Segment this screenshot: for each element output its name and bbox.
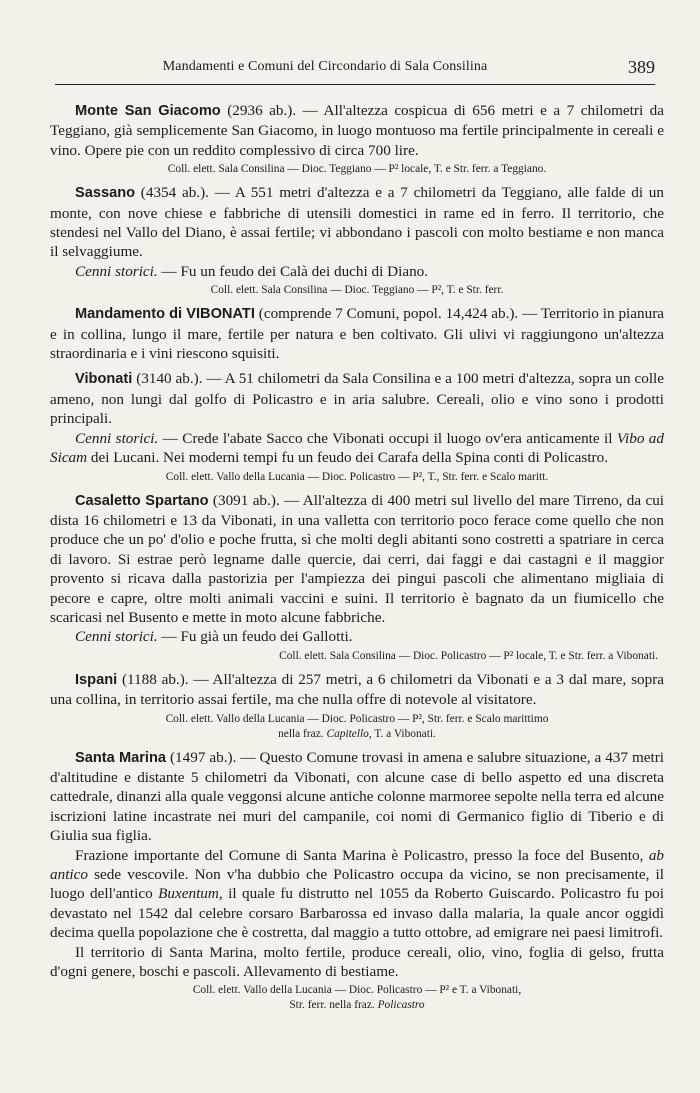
entry-paragraph	[50, 670, 664, 710]
para-emphasis: ab antico	[50, 846, 664, 883]
history-text-cont: dei Lucani. Nei moderni tempi fu un feudo dei Carafa della Spina conti di Policastro.	[87, 449, 608, 467]
history-emphasis: Vibo ad Sicam	[50, 429, 664, 467]
entry-note: Coll. elett. Sala Consilina — Dioc. Teggiano — P², T. e Str. ferr.	[210, 284, 504, 297]
entry-casaletto-spartano	[50, 491, 664, 664]
history-label: Cenni storici.	[75, 262, 158, 280]
entry-ispani	[50, 670, 664, 742]
entry-note: Coll. elett. Sala Consilina — Dioc. Policastro — P² locale, T. e Str. ferr. a Vibonati.	[279, 649, 658, 662]
history-label: Cenni storici.	[75, 429, 159, 447]
policastro-paragraph	[50, 846, 664, 943]
history-text: — Fu già un feudo dei Gallotti.	[157, 628, 353, 646]
page-header	[55, 57, 655, 81]
entry-note	[50, 712, 664, 742]
section-title: Mandamento di VIBONATI	[75, 306, 255, 323]
entry-text: (3140 ab.). — A 51 chilometri da Sala Consilina e a 100 metri d'altezza, sopra un colle ameno, non lungi dal golfo di Policastro e in aria salubre. Cereali, olio e vino sono i prodotti principali.	[50, 370, 664, 428]
note-emphasis: Capitello	[326, 727, 369, 740]
page-body	[50, 101, 664, 1019]
entry-paragraph	[50, 183, 664, 262]
entry-sassano	[50, 183, 664, 298]
entry-santa-marina	[50, 748, 664, 1014]
entry-text: (2936 ab.). — All'altezza cospicua di 656 metri e a 7 chilometri da Teggiano, già semplicemente San Giacomo, in luogo montuoso ma fertile principalmente in cereali e vino. Opere pie con un reddito complessivo di circa 700 lire.	[50, 102, 665, 159]
entry-vibonati	[50, 369, 664, 484]
entry-text: (3091 ab.). — All'altezza di 400 metri sul livello del mare Tirreno, da cui dista 16 chilometri e 13 da Vibonati, in una valletta con territorio poco ferace come quello che non produce che un po' d'olio e poche frutta, sì che molti degli abitanti sono costretti a spatriare in cerca di lavoro. Si estrae però legname dalle quercie, dai cerri, dai faggi e dai castagni e il maggior provento si ricava dalla pastorizia per l'ampiezza dei pingui pascoli che alimentano migliaia di pecore e capre, oltre molti animali vaccini e suini. Il territorio è bagnato da un fiumicello che scaricasi nel Busento e mette in moto alcune fabbriche.	[50, 491, 665, 626]
history-label: Cenni storici.	[75, 628, 158, 646]
running-title: Mandamenti e Comuni del Circondario di Sala Consilina	[162, 59, 488, 74]
entry-note	[50, 983, 664, 1013]
entry-title: Vibonati	[75, 371, 133, 388]
entry-paragraph	[50, 304, 664, 363]
entry-title: Sassano	[75, 185, 136, 202]
entry-paragraph	[50, 748, 664, 846]
entry-text: (comprende 7 Comuni, popol. 14,424 ab.). — Territorio in pianura e in collina, lungo il mare, fertile per natura e ben coltivato. Gli ulivi vi raggiungono un'altezza straordinaria e i vini riescono squisiti.	[50, 305, 664, 363]
entry-title: Casaletto Spartano	[75, 492, 209, 509]
para-emphasis-2: Buxentum	[158, 885, 219, 903]
entry-title: Monte San Giacomo	[75, 103, 221, 119]
entry-paragraph	[50, 101, 664, 160]
para-text: Frazione importante del Comune di Santa Marina è Policastro, presso la foce del Busento,	[75, 846, 649, 864]
entry-text: (4354 ab.). — A 551 metri d'altezza e a 7 chilometri da Teggiano, alle falde di un monte, con nove chiese e fabbriche di utensili domestici in rame ed in ferro. Il territorio, che stendesi nel Vallo del Diano, è assai fertile; vi abbondano i pascoli con molto bestiame e non manca il selvaggiume.	[50, 184, 664, 261]
note-line-1: Coll. elett. Vallo della Lucania — Dioc. Policastro — P² e T. a Vibonati,	[192, 984, 522, 997]
history-paragraph	[50, 262, 664, 281]
entry-paragraph	[50, 491, 664, 628]
page-number: 389	[628, 57, 655, 77]
entry-text: (1188 ab.). — All'altezza di 257 metri, a 6 chilometri da Vibonati e a 3 dal mare, sopra una collina, in territorio assai fertile, ma che nulla offre di notevole al visitatore.	[50, 670, 664, 709]
note-line-2-pre: nella fraz.	[278, 727, 327, 740]
entry-monte-san-giacomo	[50, 101, 664, 177]
header-rule	[55, 84, 655, 85]
territory-paragraph: Il territorio di Santa Marina, molto fertile, produce cereali, olio, vino, foglia di gelso, frutta d'ogni genere, boschi e pascoli. Allevamento di bestiame.	[50, 943, 664, 981]
history-text: — Crede l'abate Sacco che Vibonati occupi il luogo ov'era anticamente il	[158, 429, 617, 447]
entry-paragraph	[50, 369, 664, 428]
entry-note: Coll. elett. Vallo della Lucania — Dioc. Policastro — P², T., Str. ferr. e Scalo maritt.	[165, 470, 549, 483]
history-paragraph	[50, 627, 664, 646]
note-line-2-pre: Str. ferr. nella fraz.	[289, 999, 378, 1012]
entry-title: Ispani	[75, 671, 118, 688]
para-text-end: , il quale fu distrutto nel 1055 da Roberto Guiscardo. Policastro fu poi devastato nel 1542 dal celebre corsaro Barbarossa ed invaso dalla malaria, la quale ancor oggidì decima quella popolazione che è costretta, dal maggio a tutto ottobre, ad emigrare nei paesi limitrofi.	[50, 885, 664, 942]
history-text: — Fu un feudo dei Calà dei duchi di Diano.	[157, 262, 429, 280]
note-emphasis: Policastro	[377, 999, 425, 1012]
entry-title: Santa Marina	[75, 749, 167, 766]
note-line-2-post: , T. a Vibonati.	[368, 727, 436, 740]
entry-mandamento-vibonati	[50, 304, 664, 363]
para-text-cont: sede vescovile. Non v'ha dubbio che Policastro occupa da vicino, se non precisamente, il luogo dell'antico	[50, 866, 664, 903]
entry-text: (1497 ab.). — Questo Comune trovasi in amena e salubre situazione, a 437 metri d'altitudine e distante 5 chilometri da Vibonati, con alcune case di bello aspetto ed una discreta cattedrale, dinanzi alla quale veggonsi alcune antiche colonne marmoree sepolte nella terra ed alcune iscrizioni latine incastrate nei muri del campanile, coi nomi di Germanico figlio di Tiberio e di Giulia sua figlia.	[50, 748, 664, 845]
note-line-1: Coll. elett. Vallo della Lucania — Dioc. Policastro — P², Str. ferr. e Scalo marittimo	[165, 712, 549, 725]
history-paragraph	[50, 429, 664, 468]
entry-note: Coll. elett. Sala Consilina — Dioc. Teggiano — P² locale, T. e Str. ferr. a Teggiano.	[167, 163, 547, 176]
